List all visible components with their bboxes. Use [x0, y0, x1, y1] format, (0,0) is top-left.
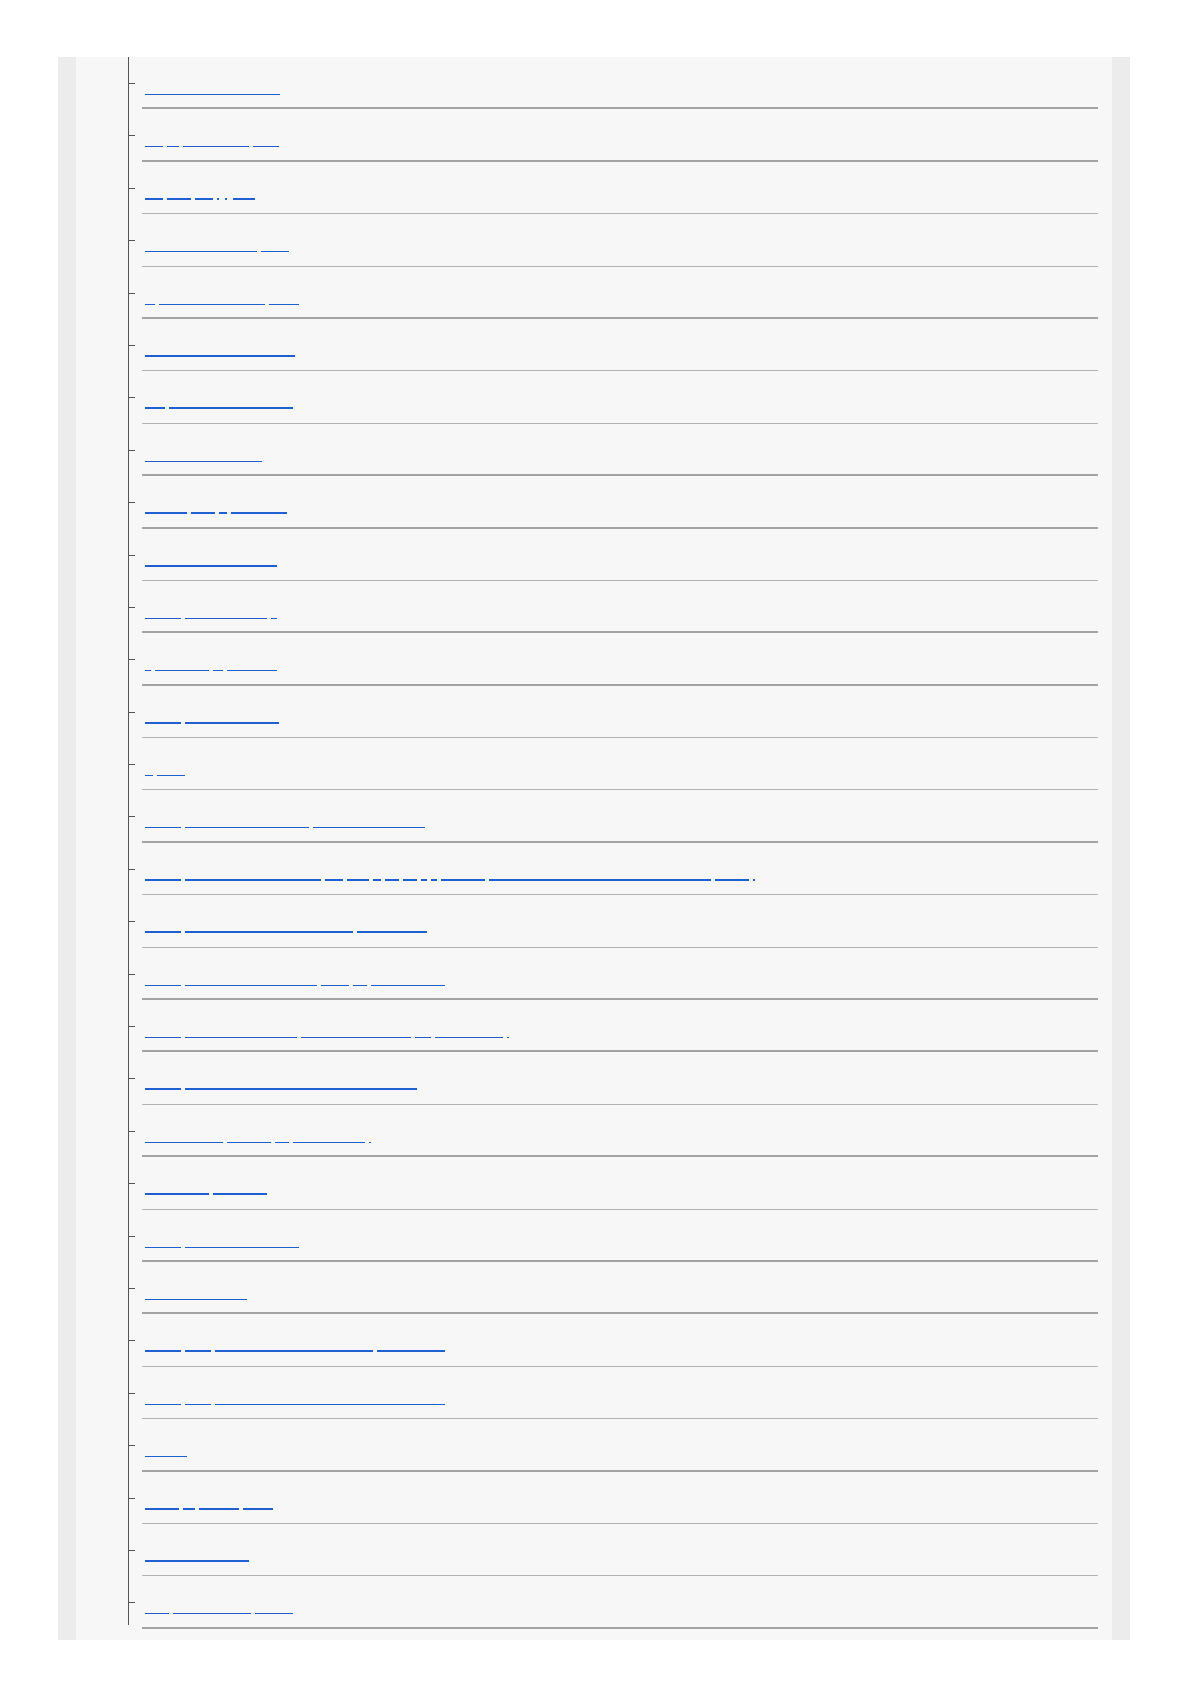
- link-underline-segment: [385, 879, 399, 881]
- link-underline-segment: [225, 198, 227, 200]
- link-underline-segment: [313, 827, 425, 828]
- link-underline-segment: [227, 1142, 271, 1143]
- toc-separator: [142, 1627, 1098, 1629]
- toc-link[interactable]: [145, 127, 283, 143]
- link-underline-segment: [195, 198, 213, 200]
- toc-item: [128, 162, 1098, 214]
- document-page: [58, 57, 1130, 1640]
- link-underline-segment: [185, 1088, 417, 1090]
- toc-list: [128, 57, 1098, 1629]
- link-underline-segment: [185, 1037, 297, 1038]
- link-underline-segment: [145, 1560, 249, 1562]
- link-underline-segment: [145, 1193, 209, 1195]
- link-underline-segment: [145, 1404, 181, 1405]
- link-underline-segment: [357, 931, 427, 933]
- link-underline-segment: [369, 1142, 371, 1143]
- toc-link[interactable]: [145, 285, 303, 301]
- toc-item: [128, 109, 1098, 161]
- toc-item: [128, 1210, 1098, 1262]
- link-underline-segment: [377, 1350, 445, 1352]
- toc-item: [128, 633, 1098, 685]
- link-underline-segment: [185, 827, 309, 828]
- toc-link[interactable]: [145, 1437, 191, 1453]
- link-underline-segment: [371, 985, 445, 986]
- link-underline-segment: [213, 670, 223, 671]
- link-underline-segment: [435, 1037, 503, 1038]
- toc-item: [128, 1576, 1098, 1628]
- link-underline-segment: [145, 1142, 223, 1143]
- link-underline-segment: [275, 1142, 289, 1143]
- link-underline-segment: [347, 879, 369, 881]
- toc-panel: [76, 57, 1112, 1640]
- link-underline-segment: [159, 304, 265, 305]
- toc-link[interactable]: [145, 966, 449, 982]
- toc-item: [128, 1157, 1098, 1209]
- link-underline-segment: [321, 985, 349, 986]
- toc-link[interactable]: [145, 1018, 515, 1034]
- link-underline-segment: [185, 1350, 211, 1352]
- link-underline-segment: [183, 1508, 195, 1510]
- toc-item: [128, 686, 1098, 738]
- link-underline-segment: [325, 879, 343, 881]
- toc-item: [128, 843, 1098, 895]
- toc-link[interactable]: [145, 651, 281, 667]
- link-underline-segment: [145, 1508, 179, 1510]
- link-underline-segment: [215, 1350, 373, 1352]
- toc-item: [128, 57, 1098, 109]
- link-underline-segment: [301, 1037, 411, 1038]
- link-underline-segment: [145, 251, 257, 252]
- link-underline-segment: [185, 722, 279, 724]
- link-underline-segment: [373, 879, 381, 881]
- link-underline-segment: [145, 146, 163, 147]
- toc-item: [128, 1524, 1098, 1576]
- toc-link[interactable]: [145, 1385, 449, 1401]
- toc-link[interactable]: [145, 1594, 297, 1610]
- toc-item: [128, 1367, 1098, 1419]
- link-underline-segment: [145, 879, 181, 881]
- link-underline-segment: [243, 1508, 273, 1510]
- toc-item: [128, 1419, 1098, 1471]
- link-underline-segment: [185, 931, 353, 933]
- link-underline-segment: [253, 146, 279, 147]
- toc-item: [128, 371, 1098, 423]
- link-underline-segment: [215, 1404, 445, 1405]
- link-underline-segment: [145, 722, 181, 724]
- link-underline-segment: [233, 198, 255, 200]
- link-underline-segment: [271, 618, 277, 619]
- toc-link[interactable]: [145, 75, 284, 91]
- link-underline-segment: [145, 1299, 247, 1300]
- toc-item: [128, 1314, 1098, 1366]
- link-underline-segment: [489, 879, 711, 881]
- toc-link[interactable]: [145, 389, 297, 405]
- toc-item: [128, 476, 1098, 528]
- toc-link[interactable]: [145, 861, 761, 877]
- link-underline-segment: [293, 1142, 365, 1143]
- link-underline-segment: [145, 775, 153, 776]
- link-underline-segment: [145, 304, 155, 305]
- toc-link[interactable]: [145, 494, 291, 510]
- toc-item: [128, 790, 1098, 842]
- link-underline-segment: [145, 827, 181, 828]
- link-underline-segment: [145, 1037, 181, 1038]
- toc-link[interactable]: [145, 913, 431, 929]
- link-underline-segment: [169, 407, 293, 409]
- link-underline-segment: [173, 1613, 251, 1614]
- link-underline-segment: [185, 1404, 211, 1405]
- link-underline-segment: [167, 198, 191, 200]
- link-underline-segment: [145, 94, 280, 95]
- link-underline-segment: [199, 1508, 239, 1510]
- link-underline-segment: [145, 1247, 181, 1248]
- link-underline-segment: [403, 879, 417, 881]
- link-underline-segment: [145, 1350, 181, 1352]
- link-underline-segment: [145, 198, 163, 200]
- toc-link[interactable]: [145, 442, 266, 458]
- link-underline-segment: [145, 1613, 169, 1614]
- link-underline-segment: [145, 461, 262, 462]
- link-underline-segment: [753, 879, 755, 881]
- link-underline-segment: [231, 512, 287, 514]
- toc-item: [128, 1262, 1098, 1314]
- link-underline-segment: [431, 879, 437, 881]
- toc-item: [128, 948, 1098, 1000]
- link-underline-segment: [167, 146, 179, 147]
- link-underline-segment: [715, 879, 749, 881]
- link-underline-segment: [255, 1613, 293, 1614]
- toc-link[interactable]: [145, 547, 281, 563]
- toc-link[interactable]: [145, 1332, 449, 1348]
- toc-item: [128, 1105, 1098, 1157]
- link-underline-segment: [507, 1037, 509, 1038]
- link-underline-segment: [441, 879, 485, 881]
- toc-item: [128, 1472, 1098, 1524]
- link-underline-segment: [219, 512, 227, 514]
- toc-link[interactable]: [145, 337, 299, 353]
- link-underline-segment: [185, 985, 317, 986]
- link-underline-segment: [261, 251, 289, 252]
- link-underline-segment: [145, 985, 181, 986]
- link-underline-segment: [145, 1088, 181, 1090]
- link-underline-segment: [217, 198, 219, 200]
- link-underline-segment: [145, 355, 295, 357]
- link-underline-segment: [183, 146, 249, 147]
- link-underline-segment: [191, 512, 215, 514]
- toc-link[interactable]: [145, 599, 281, 615]
- link-underline-segment: [269, 304, 299, 305]
- link-underline-segment: [145, 565, 277, 567]
- toc-item: [128, 581, 1098, 633]
- link-underline-segment: [145, 407, 165, 409]
- toc-item: [128, 1052, 1098, 1104]
- toc-link[interactable]: [145, 1123, 377, 1139]
- link-underline-segment: [415, 1037, 431, 1038]
- link-underline-segment: [353, 985, 367, 986]
- toc-item: [128, 319, 1098, 371]
- toc-item: [128, 1000, 1098, 1052]
- link-underline-segment: [185, 879, 321, 881]
- link-underline-segment: [185, 1247, 299, 1248]
- link-underline-segment: [145, 931, 181, 933]
- toc-item: [128, 529, 1098, 581]
- toc-item: [128, 214, 1098, 266]
- toc-link[interactable]: [145, 808, 429, 824]
- toc-link[interactable]: [145, 1542, 253, 1558]
- link-underline-segment: [157, 775, 185, 776]
- toc-link[interactable]: [145, 1280, 251, 1296]
- link-underline-segment: [145, 618, 181, 619]
- toc-link[interactable]: [145, 232, 293, 248]
- link-underline-segment: [213, 1193, 267, 1195]
- link-underline-segment: [145, 670, 151, 671]
- toc-link[interactable]: [145, 1175, 271, 1191]
- link-underline-segment: [421, 879, 427, 881]
- toc-item: [128, 424, 1098, 476]
- link-underline-segment: [145, 1456, 187, 1457]
- toc-link[interactable]: [145, 1228, 303, 1244]
- link-underline-segment: [185, 618, 267, 619]
- toc-item: [128, 895, 1098, 947]
- link-underline-segment: [227, 670, 277, 671]
- toc-link[interactable]: [145, 1490, 277, 1506]
- toc-link[interactable]: [145, 1070, 421, 1086]
- link-underline-segment: [155, 670, 209, 671]
- toc-item: [128, 738, 1098, 790]
- toc-link[interactable]: [145, 180, 259, 196]
- toc-item: [128, 267, 1098, 319]
- toc-link[interactable]: [145, 704, 283, 720]
- link-underline-segment: [145, 512, 187, 514]
- toc-link[interactable]: [145, 756, 189, 772]
